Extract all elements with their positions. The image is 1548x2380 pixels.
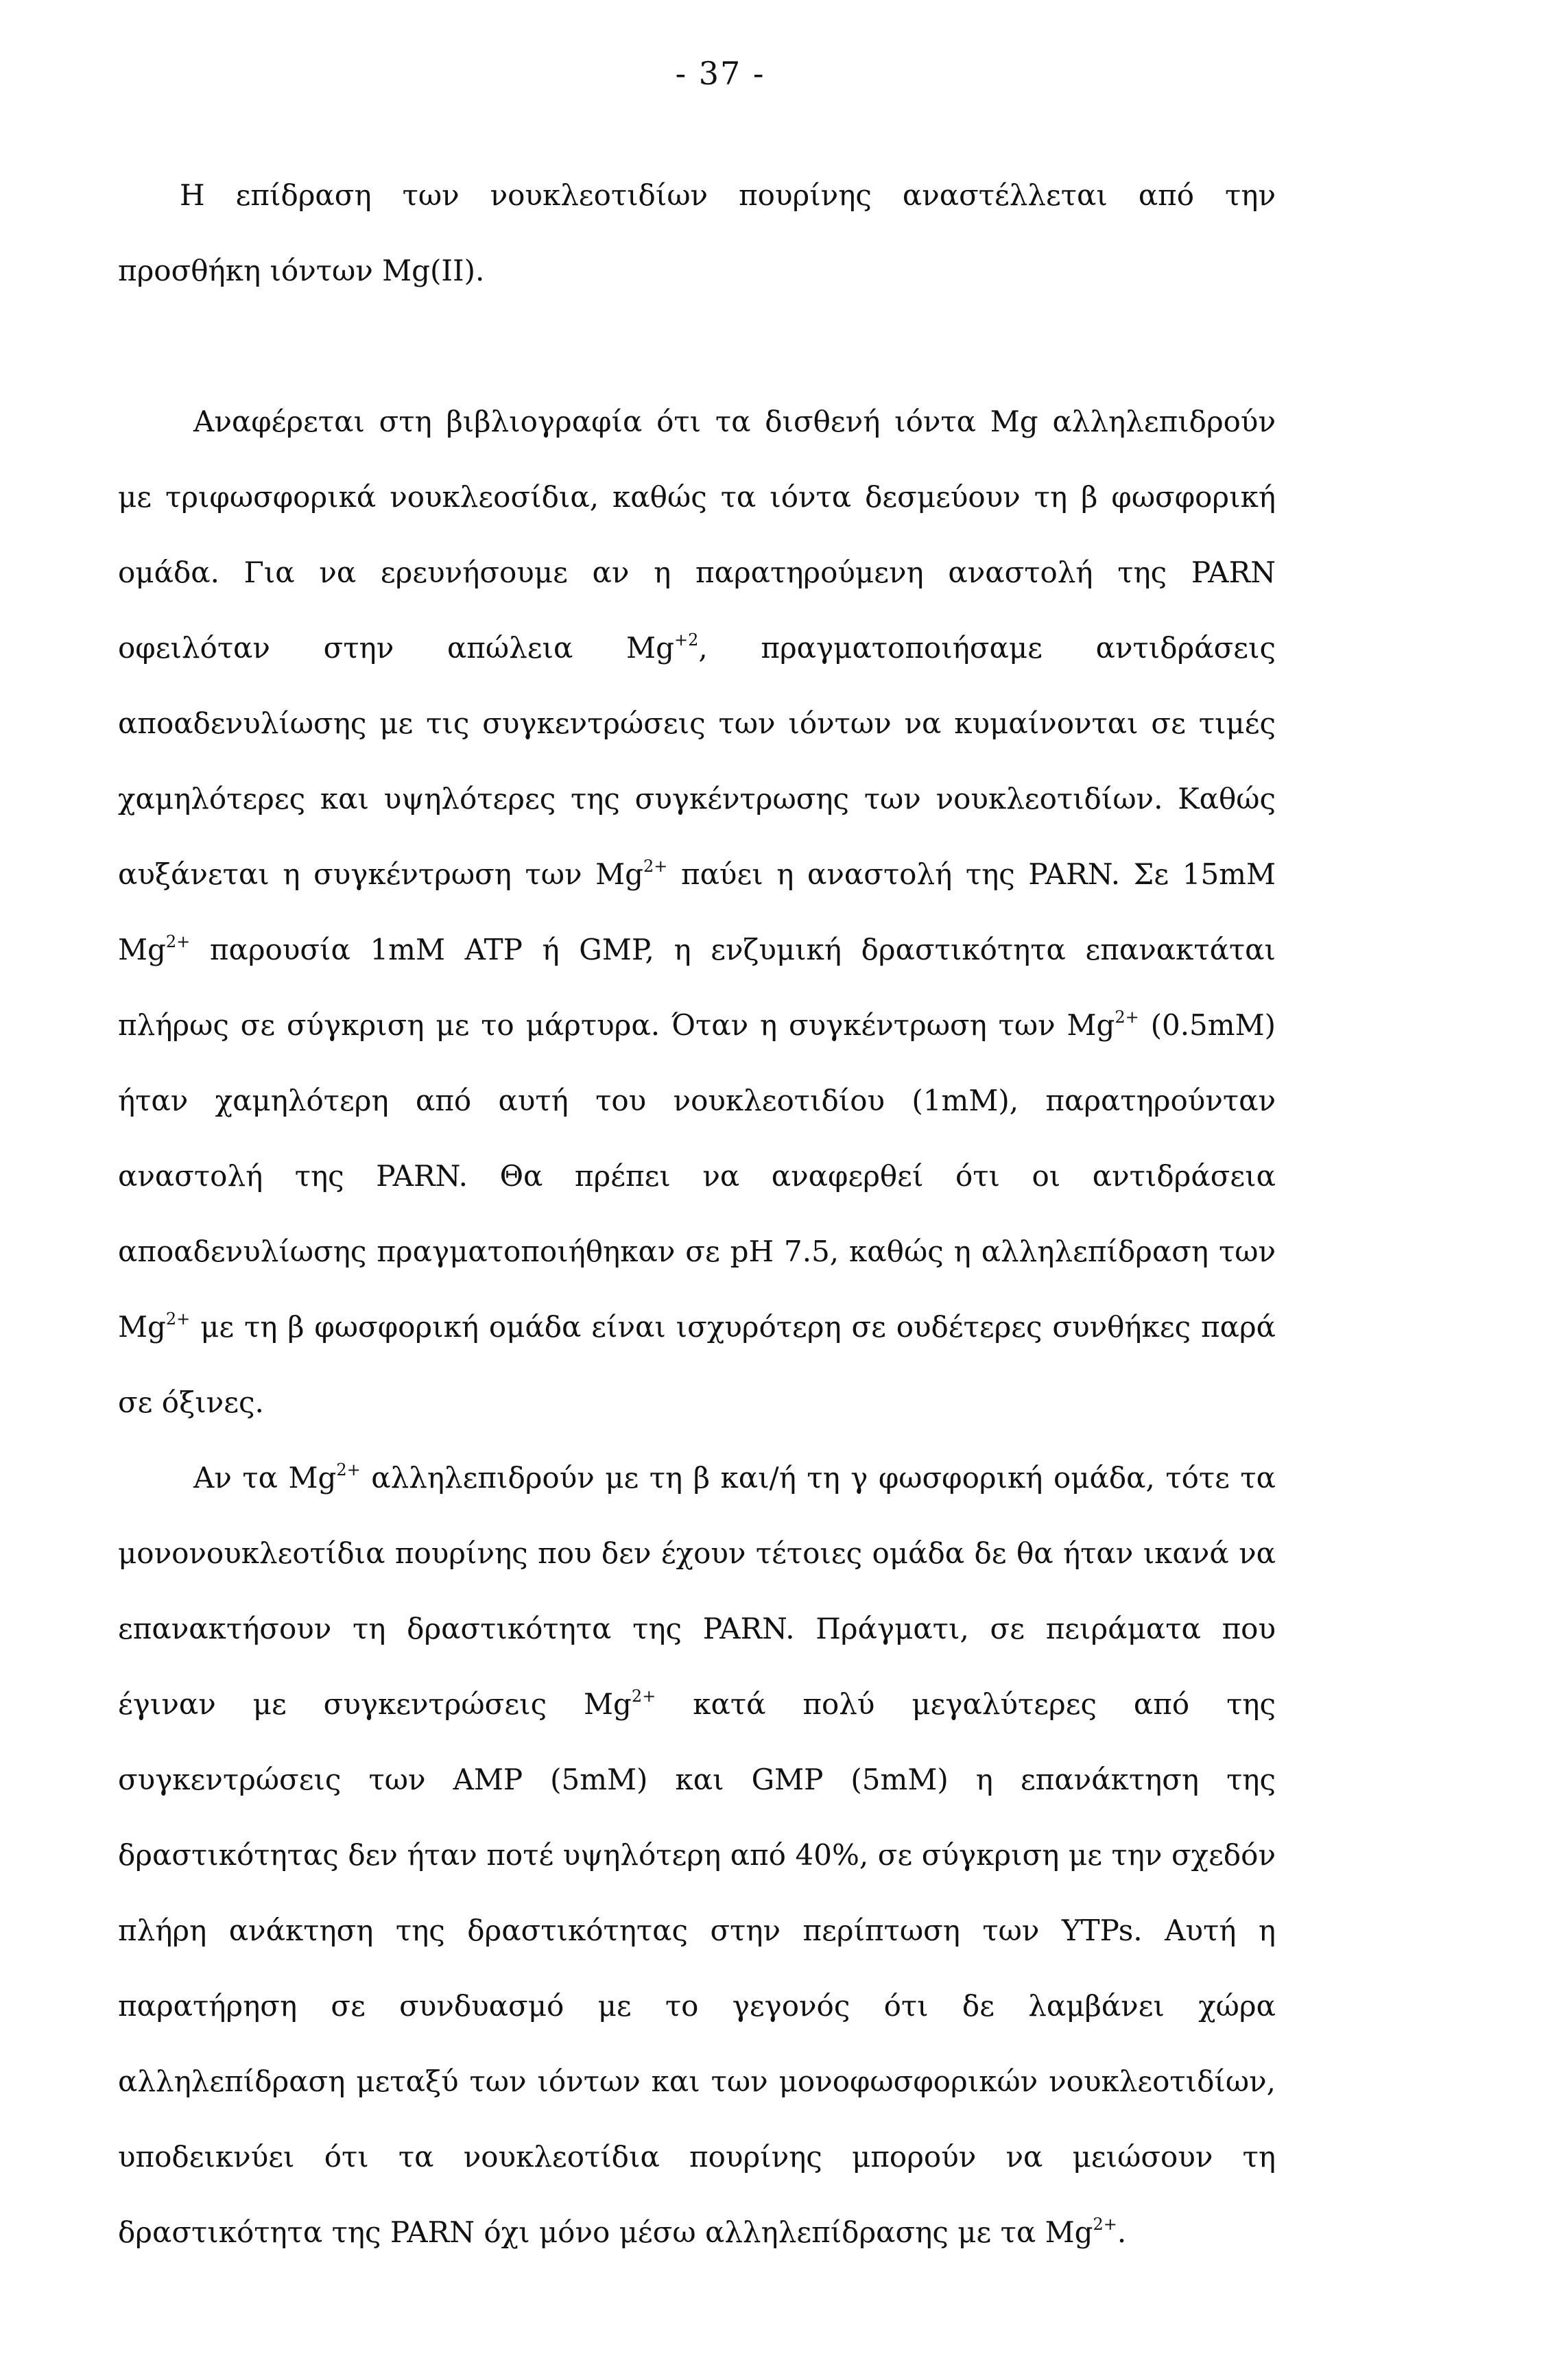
paragraph-2-text-1: Αν τα Mg xyxy=(193,1461,337,1495)
superscript-charge: 2+ xyxy=(165,932,191,951)
paragraph-2-text-2: αλληλεπιδρούν με τη β και/ή τη γ φωσφορική ομάδα, τότε τα μονονουκλεοτίδια πουρίνης που δεν έχουν τέτοιες ομάδα δε θα ήταν ικανά να επανακτήσουν τη δραστικότητα της PARN. Πράγματι, σε πειράματα που έγιναν με συγκεντρώσεις Mg xyxy=(118,1461,1276,1721)
superscript-charge: 2+ xyxy=(1093,2215,1117,2234)
document-body xyxy=(118,158,1276,2270)
superscript-charge: 2+ xyxy=(631,1687,656,1706)
paragraph-1 xyxy=(118,384,1276,1440)
paragraph-1-text-2: , πραγματοποιήσαμε αντιδράσεις αποαδενυλίωσης με τις συγκεντρώσεις των ιόντων να κυμαίνονται σε τιμές χαμηλότερες και υψηλότερες της συγκέντρωσης των νουκλεοτιδίων. Καθώς αυξάνεται η συγκέντρωση των Mg xyxy=(118,631,1276,891)
superscript-charge: 2+ xyxy=(643,857,668,876)
paragraph-1-text-1: Αναφέρεται στη βιβλιογραφία ότι τα δισθενή ιόντα Mg αλληλεπιδρούν με τριφωσφορικά νουκλεοσίδια, καθώς τα ιόντα δεσμεύουν τη β φωσφορική ομάδα. Για να ερευνήσουμε αν η παρατηρούμενη αναστολή της PARN οφειλόταν στην απώλεια Mg xyxy=(118,405,1276,665)
section-heading: Η επίδραση των νουκλεοτιδίων πουρίνης αναστέλλεται από την προσθήκη ιόντων Mg(II). xyxy=(118,178,1276,287)
superscript-charge: +2 xyxy=(674,630,699,650)
superscript-charge: 2+ xyxy=(165,1309,191,1329)
paragraph-2-text-4: . xyxy=(1117,2215,1127,2249)
paragraph-1-text-5: (0.5mM) ήταν χαμηλότερη από αυτή του νουκλεοτιδίου (1mM), παρατηρούνταν αναστολή της PARN. Θα πρέπει να αναφερθεί ότι οι αντιδράσεια αποαδενυλίωσης πραγματοποιήθηκαν σε pH 7.5, καθώς η αλληλεπίδραση των Mg xyxy=(118,1008,1276,1344)
page-number: - 37 - xyxy=(675,55,765,92)
superscript-charge: 2+ xyxy=(336,1460,361,1479)
paragraph-1-text-3: παύει η αναστολή της PARN. Σε 15mM Mg xyxy=(118,857,1276,966)
paragraph-1-text-4: παρουσία 1mM ATP ή GMP, η ενζυμική δραστικότητα επανακτάται πλήρως σε σύγκριση με το μάρτυρα. Όταν η συγκέντρωση των Mg xyxy=(118,933,1276,1042)
paragraph-1-text-6: με τη β φωσφορική ομάδα είναι ισχυρότερη σε ουδέτερες συνθήκες παρά σε όξινες. xyxy=(118,1310,1276,1419)
paragraph-2 xyxy=(118,1440,1276,2270)
superscript-charge: 2+ xyxy=(1115,1008,1139,1027)
paragraph-2-text-3: κατά πολύ μεγαλύτερες από της συγκεντρώσεις των AMP (5mM) και GMP (5mM) η επανάκτηση της δραστικότητας δεν ήταν ποτέ υψηλότερη από 40%, σε σύγκριση με την σχεδόν πλήρη ανάκτηση της δραστικότητας στην περίπτωση των YTPs. Αυτή η παρατήρηση σε συνδυασμό με το γεγονός ότι δε λαμβάνει χώρα αλληλεπίδραση μεταξύ των ιόντων και των μονοφωσφορικών νουκλεοτιδίων, υποδεικνύει ότι τα νουκλεοτίδια πουρίνης μπορούν να μειώσουν τη δραστικότητα της PARN όχι μόνο μέσω αλληλεπίδρασης με τα Mg xyxy=(118,1687,1276,2249)
